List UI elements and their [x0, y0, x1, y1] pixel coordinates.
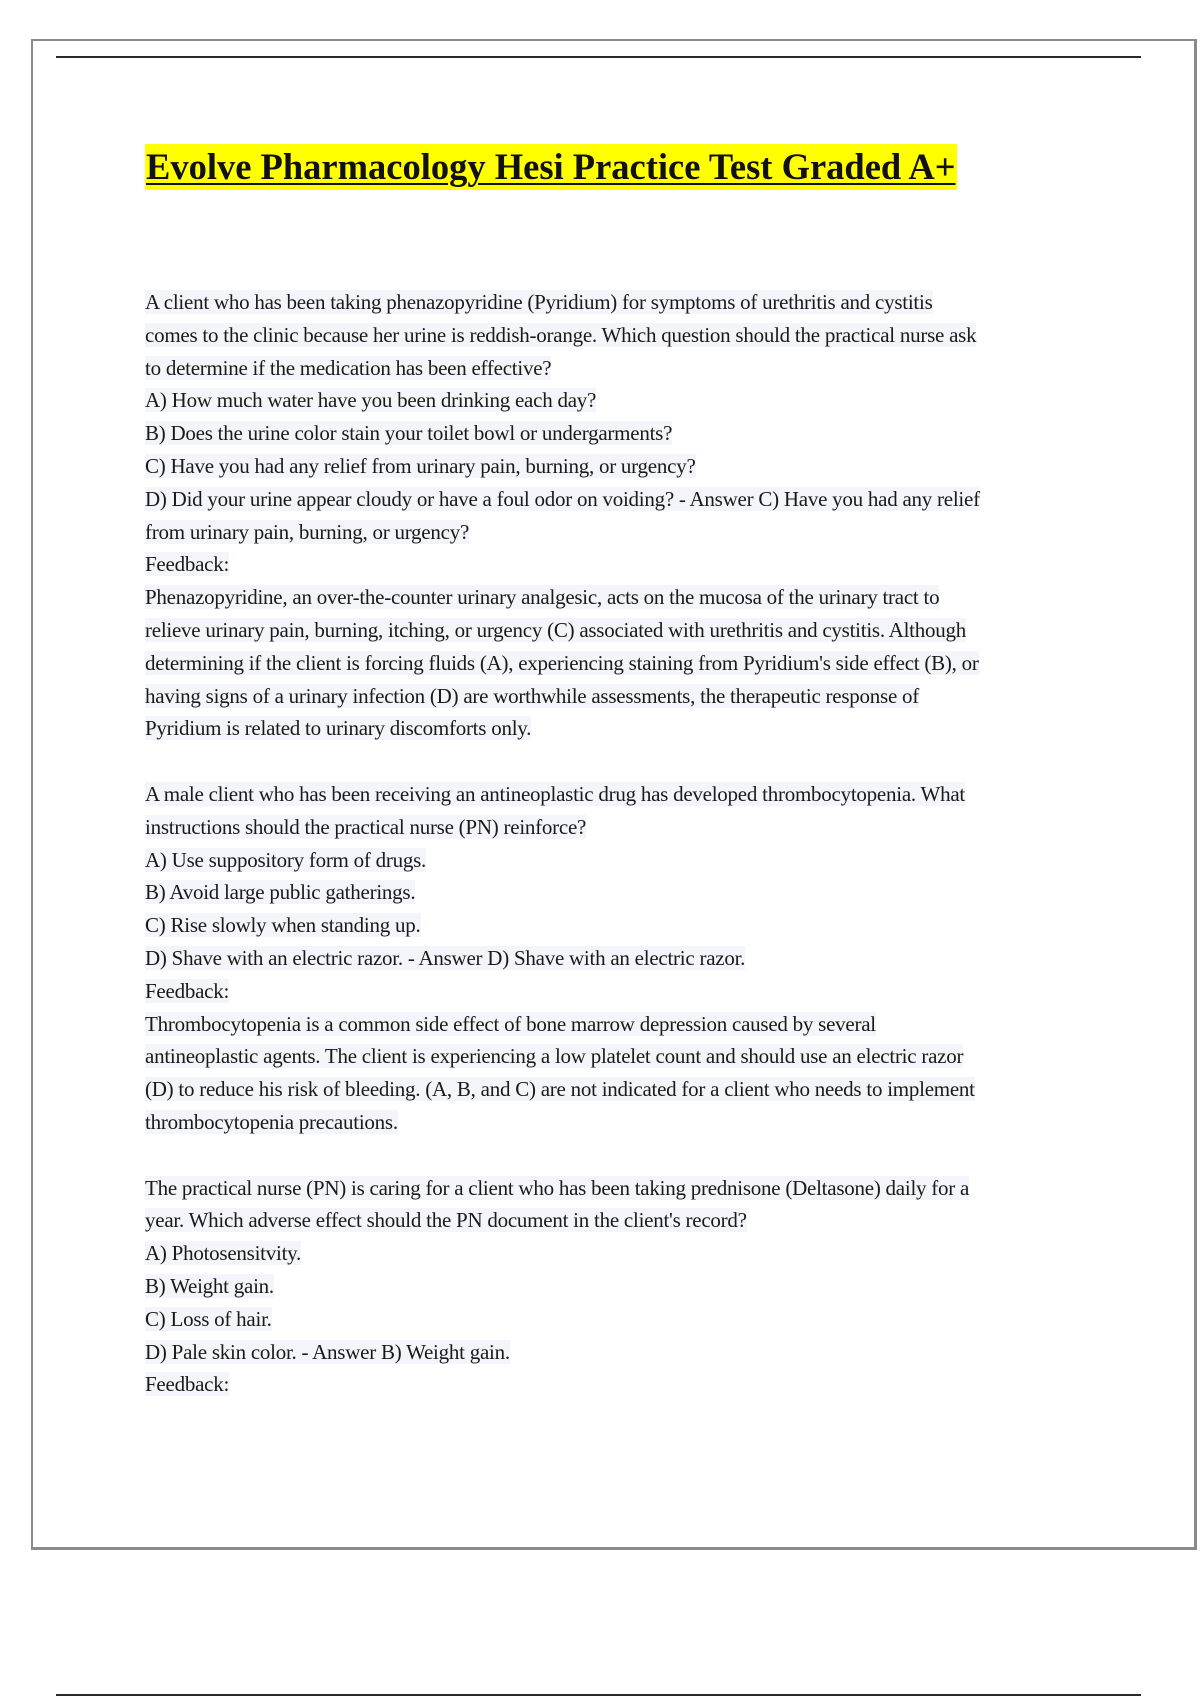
option-line: C) Have you had any relief from urinary pain, burning, or urgency? — [145, 453, 696, 478]
option-line: B) Avoid large public gatherings. — [145, 880, 416, 905]
feedback-line: Thrombocytopenia is a common side effect of bone marrow depression caused by several — [145, 1011, 876, 1036]
feedback-line: Phenazopyridine, an over-the-counter urinary analgesic, acts on the mucosa of the urinary tract to — [145, 585, 940, 610]
question-block-1 — [145, 286, 1085, 745]
text-line: The practical nurse (PN) is caring for a client who has been taking prednisone (Deltasone) daily for a — [145, 1175, 970, 1200]
text-line: year. Which adverse effect should the PN document in the client's record? — [145, 1208, 747, 1233]
feedback-line: having signs of a urinary infection (D) are worthwhile assessments, the therapeutic response of — [145, 683, 920, 708]
bottom-rule — [56, 1694, 1141, 1696]
feedback-line: antineoplastic agents. The client is experiencing a low platelet count and should use an electric razor — [145, 1044, 964, 1069]
option-line: B) Does the urine color stain your toilet bowl or undergarments? — [145, 421, 673, 446]
option-line: A) Photosensitvity. — [145, 1241, 302, 1266]
feedback-label: Feedback: — [145, 552, 230, 577]
feedback-line: thrombocytopenia precautions. — [145, 1109, 398, 1134]
question-block-2 — [145, 778, 1085, 1139]
feedback-line: determining if the client is forcing fluids (A), experiencing staining from Pyridium's side effect (B), or — [145, 650, 979, 675]
option-line: A) Use suppository form of drugs. — [145, 847, 427, 872]
document-title-text: Evolve Pharmacology Hesi Practice Test Graded A+ — [145, 144, 957, 190]
option-line: D) Pale skin color. - Answer B) Weight gain. — [145, 1339, 510, 1364]
option-line: C) Loss of hair. — [145, 1306, 272, 1331]
document-body — [145, 286, 1085, 1434]
option-line: C) Rise slowly when standing up. — [145, 913, 421, 938]
option-line: B) Weight gain. — [145, 1273, 274, 1298]
top-rule — [56, 56, 1141, 58]
text-line: A client who has been taking phenazopyridine (Pyridium) for symptoms of urethritis and cystitis — [145, 290, 933, 314]
text-line: instructions should the practical nurse (PN) reinforce? — [145, 814, 587, 839]
feedback-line: Pyridium is related to urinary discomforts only. — [145, 716, 532, 741]
text-line: A male client who has been receiving an antineoplastic drug has developed thrombocytopenia. What — [145, 781, 966, 806]
answer-line: from urinary pain, burning, or urgency? — [145, 519, 470, 544]
document-title — [145, 144, 957, 190]
text-line: to determine if the medication has been effective? — [145, 355, 552, 380]
feedback-label: Feedback: — [145, 1372, 230, 1397]
question-block-3 — [145, 1172, 1085, 1402]
option-line: D) Shave with an electric razor. - Answer D) Shave with an electric razor. — [145, 945, 746, 970]
feedback-label: Feedback: — [145, 978, 230, 1003]
option-line: D) Did your urine appear cloudy or have a foul odor on voiding? - Answer C) Have you had any relief — [145, 486, 980, 511]
feedback-line: (D) to reduce his risk of bleeding. (A, B, and C) are not indicated for a client who needs to implement — [145, 1077, 975, 1102]
option-line: A) How much water have you been drinking each day? — [145, 388, 597, 413]
text-line: comes to the clinic because her urine is reddish-orange. Which question should the practical nurse ask — [145, 322, 977, 347]
feedback-line: relieve urinary pain, burning, itching, or urgency (C) associated with urethritis and cystitis. Although — [145, 617, 967, 642]
